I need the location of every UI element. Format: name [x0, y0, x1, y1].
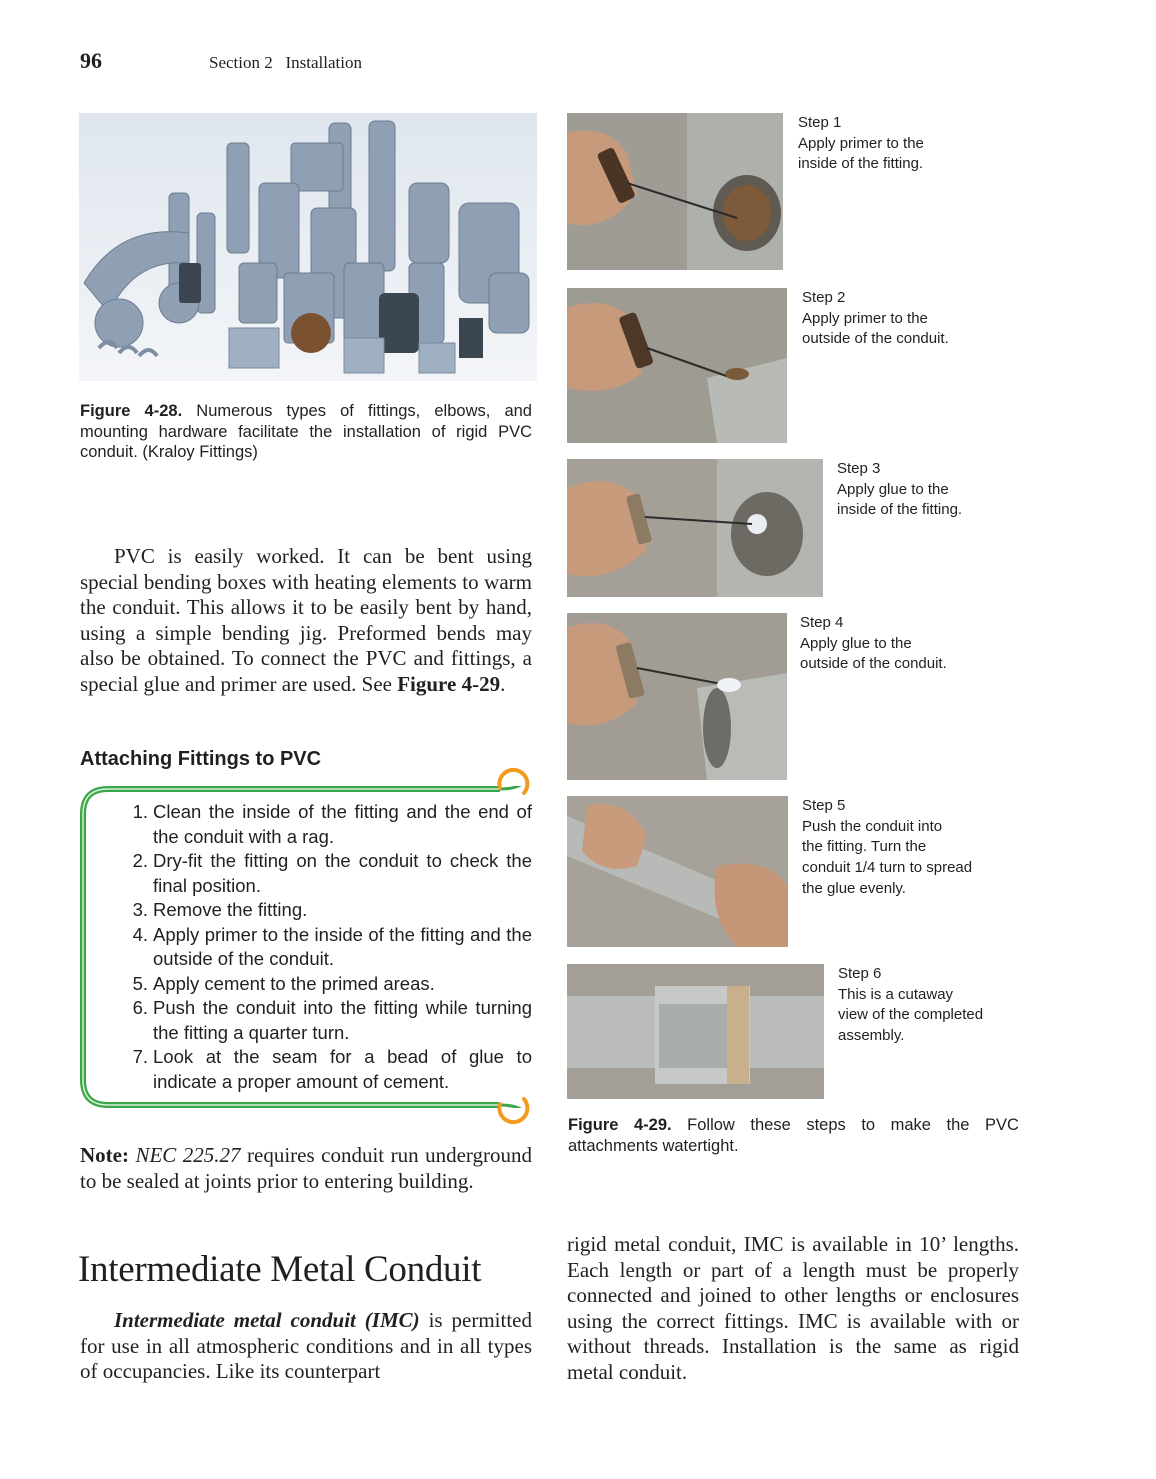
step-4-photo — [567, 613, 787, 780]
imc-term: Intermediate metal conduit (IMC) — [114, 1308, 420, 1332]
step-3-label: Step 3 Apply glue to the inside of the fitting. — [837, 460, 963, 519]
step-2-label: Step 2 Apply primer to the outside of the conduit. — [802, 289, 949, 348]
pvc-paragraph-end: . — [500, 671, 506, 696]
note-text: requires conduit run underground to be sealed at joints prior to entering building. — [80, 1143, 533, 1193]
step-5-title: Step 5 — [802, 797, 846, 814]
list-item: 2. Dry-fit the fitting on the conduit to check the final position. — [132, 850, 532, 896]
page-number: 96 — [80, 48, 102, 73]
list-item: 5. Apply cement to the primed areas. — [132, 972, 435, 994]
figure-4-28-caption-text: Numerous types of fittings, elbows, and mounting hardware facilitate the installation of rigid PVC conduit. (Kraloy Fittings) — [80, 402, 532, 461]
step-3-photo — [567, 459, 823, 597]
figure-4-29-label: Figure 4-29. — [568, 1116, 672, 1134]
note-paragraph — [80, 1143, 532, 1194]
section-label: Section 2 Installation — [209, 53, 362, 72]
step-4-title: Step 4 — [800, 614, 844, 631]
bottom-hook-icon — [494, 1092, 534, 1128]
step-6-title: Step 6 — [838, 965, 882, 982]
step-6-photo — [567, 964, 824, 1099]
step-1-photo — [567, 113, 783, 270]
list-item: 4. Apply primer to the inside of the fitting and the outside of the conduit. — [132, 923, 532, 969]
list-item: 3. Remove the fitting. — [132, 899, 308, 920]
pvc-paragraph-text: PVC is easily worked. It can be bent using special bending boxes with heating elements to warm the conduit. This allows it to be easily bent by hand, using a simple bending jig. Preformed bends may also be obtained. To connect the PVC and fittings, a special glue and primer are used. See — [80, 544, 532, 696]
imc-heading: Intermediate Metal Conduit — [78, 1249, 482, 1290]
step-1-label: Step 1 Apply primer to the inside of the fitting. — [798, 114, 924, 173]
note-code-reference: NEC 225.27 — [135, 1143, 241, 1167]
step-2-photo — [567, 288, 787, 443]
figure-4-28-photo — [79, 113, 537, 381]
step-1-title: Step 1 — [798, 114, 842, 131]
list-item: 1. Clean the inside of the fitting and the end of the conduit with a rag. — [132, 801, 532, 847]
step-3-title: Step 3 — [837, 460, 881, 477]
step-5-photo — [567, 796, 788, 947]
procedure-list — [120, 800, 532, 1094]
step-4-label: Step 4 Apply glue to the outside of the conduit. — [800, 614, 947, 673]
pvc-paragraph — [80, 544, 532, 697]
note-label: Note: — [80, 1143, 129, 1167]
figure-4-29-caption — [568, 1115, 1019, 1156]
imc-paragraph-left — [80, 1308, 532, 1385]
top-hook-icon — [494, 766, 534, 800]
list-item: 7. Look at the seam for a bead of glue to indicate a proper amount of cement. — [132, 1046, 532, 1092]
figure-4-28-caption — [80, 401, 532, 463]
procedure-heading: Attaching Fittings to PVC — [80, 748, 322, 770]
list-item: 6. Push the conduit into the fitting while turning the fitting a quarter turn. — [132, 997, 532, 1043]
figure-4-29-reference: Figure 4-29 — [397, 671, 501, 696]
step-6-label: Step 6 This is a cutaway view of the completed assembly. — [838, 965, 984, 1045]
imc-paragraph-right: rigid metal conduit, IMC is available in 10’ lengths. Each length or part of a length must be properly connected and joined to other lengths or enclosures using the correct fittings. IMC is available with or without threads. Installation is the same as rigid metal conduit. — [567, 1232, 1019, 1384]
figure-4-29-caption-text: Follow these steps to make the PVC attachments watertight. — [568, 1116, 1019, 1155]
imc-text-left: is permitted for use in all atmospheric conditions and in all types of occupancies. Like its counterpart — [80, 1308, 532, 1383]
step-5-label: Step 5 Push the conduit into the fitting. Turn the conduit 1/4 turn to spread the glue evenly. — [802, 797, 973, 897]
figure-4-28-label: Figure 4-28. — [80, 402, 183, 420]
step-2-title: Step 2 — [802, 289, 846, 306]
